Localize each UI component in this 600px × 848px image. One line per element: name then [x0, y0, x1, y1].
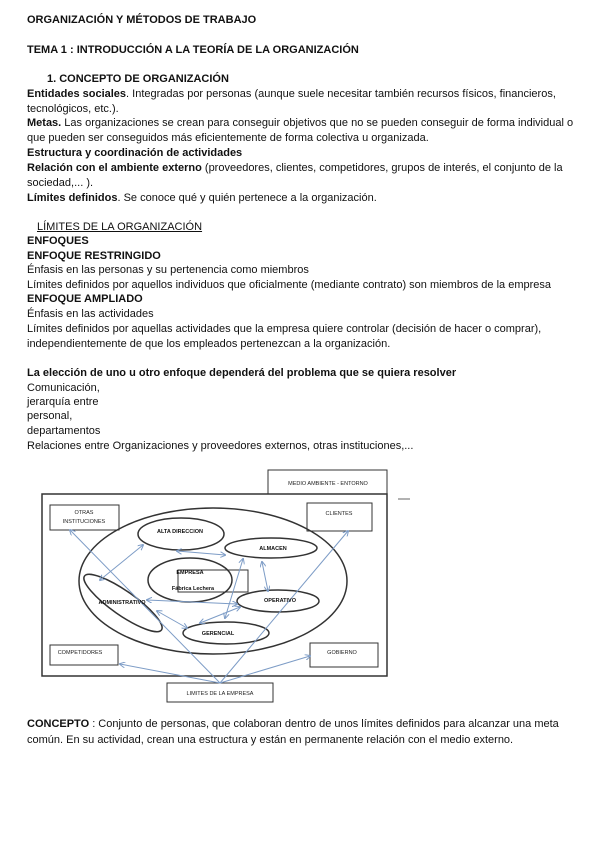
paragraph: Énfasis en las actividades [27, 308, 154, 320]
topic-title: TEMA 1 : INTRODUCCIÓN A LA TEORÍA DE LA ORGANIZACIÓN [27, 44, 359, 56]
paragraph: común. En su actividad, crean una estructura y están en permanente relación con el medio externo. [27, 734, 514, 746]
clientes-box [307, 503, 372, 531]
section-heading: LÍMITES DE LA ORGANIZACIÓN [37, 221, 203, 233]
administrativo-label: ADMINISTRATIVO [98, 600, 146, 606]
subheading: La elección de uno u otro enfoque dependerá del problema que se quiera resolver [27, 367, 457, 379]
text: (proveedores, clientes, competidores, grupos de interés, el conjunto de la [201, 162, 563, 174]
paragraph: Comunicación, [27, 382, 100, 394]
subheading: ENFOQUES [27, 235, 89, 247]
gobierno-label: GOBIERNO [327, 650, 357, 656]
almacen-label: ALMACEN [259, 546, 287, 552]
empresa-ellipse [148, 558, 232, 602]
term: Entidades sociales [27, 88, 127, 100]
subheading: ENFOQUE AMPLIADO [27, 293, 143, 305]
instituciones-label: INSTITUCIONES [62, 519, 106, 525]
paragraph: personal, [27, 410, 73, 422]
operativo-label: OPERATIVO [264, 598, 296, 604]
medio-ambiente-label: MEDIO AMBIENTE - ENTORNO [288, 481, 368, 487]
gerencial-label: GERENCIAL [201, 631, 235, 637]
alta-direccion-label: ALTA DIRECCION [156, 529, 204, 535]
empresa-label: EMPRESA [176, 570, 204, 576]
term: Límites definidos [27, 192, 118, 204]
paragraph: Énfasis en las personas y su pertenencia como miembros [27, 264, 309, 276]
text: Las organizaciones se crean para conseguir objetivos que no se pueden conseguir de forma individual o [61, 117, 574, 129]
document-title: ORGANIZACIÓN Y MÉTODOS DE TRABAJO [27, 14, 257, 26]
clientes-label: CLIENTES [325, 511, 353, 517]
paragraph: que pueden ser conseguidos más eficientemente de forma colectiva u organizada. [27, 132, 429, 144]
fabrica-label: Fábrica Lechera [171, 586, 215, 592]
paragraph [27, 718, 559, 731]
paragraph: Relaciones entre Organizaciones y proveedores externos, otras instituciones,... [27, 440, 414, 452]
section-heading: 1. CONCEPTO DE ORGANIZACIÓN [47, 73, 229, 85]
term: Estructura y coordinación de actividades [27, 147, 243, 159]
paragraph: departamentos [27, 425, 101, 437]
text: . Se conoce qué y quién pertenece a la organización. [117, 192, 377, 204]
term: Relación con el ambiente externo [27, 162, 202, 174]
arrows [70, 530, 348, 683]
otras-instituciones-box [50, 505, 119, 530]
limites-label: LIMITES DE LA EMPRESA [186, 691, 254, 697]
paragraph: jerarquía entre [27, 396, 99, 408]
term: Metas. [27, 117, 62, 129]
term: CONCEPTO [27, 718, 90, 730]
competidores-label: COMPETIDORES [57, 650, 103, 656]
paragraph: Límites definidos por aquellas actividades que la empresa quiere controlar (decisión de hacer o comprar), [27, 323, 542, 335]
paragraph: sociedad,... ). [27, 177, 94, 189]
text: . Integradas por personas (aunque suele necesitar también recursos físicos, financieros, [126, 88, 556, 100]
paragraph: independientemente de que los empleados pertenezcan a la organización. [27, 338, 391, 350]
subheading: ENFOQUE RESTRINGIDO [27, 250, 161, 262]
text: : Conjunto de personas, que colaboran dentro de unos límites definidos para alcanzar una meta [89, 718, 559, 730]
otras-label: OTRAS [74, 510, 94, 516]
paragraph: tecnológicos, etc.). [27, 103, 119, 115]
paragraph: Límites definidos por aquellos individuos que oficialmente (mediante contrato) son miembros de la empresa [27, 279, 551, 291]
